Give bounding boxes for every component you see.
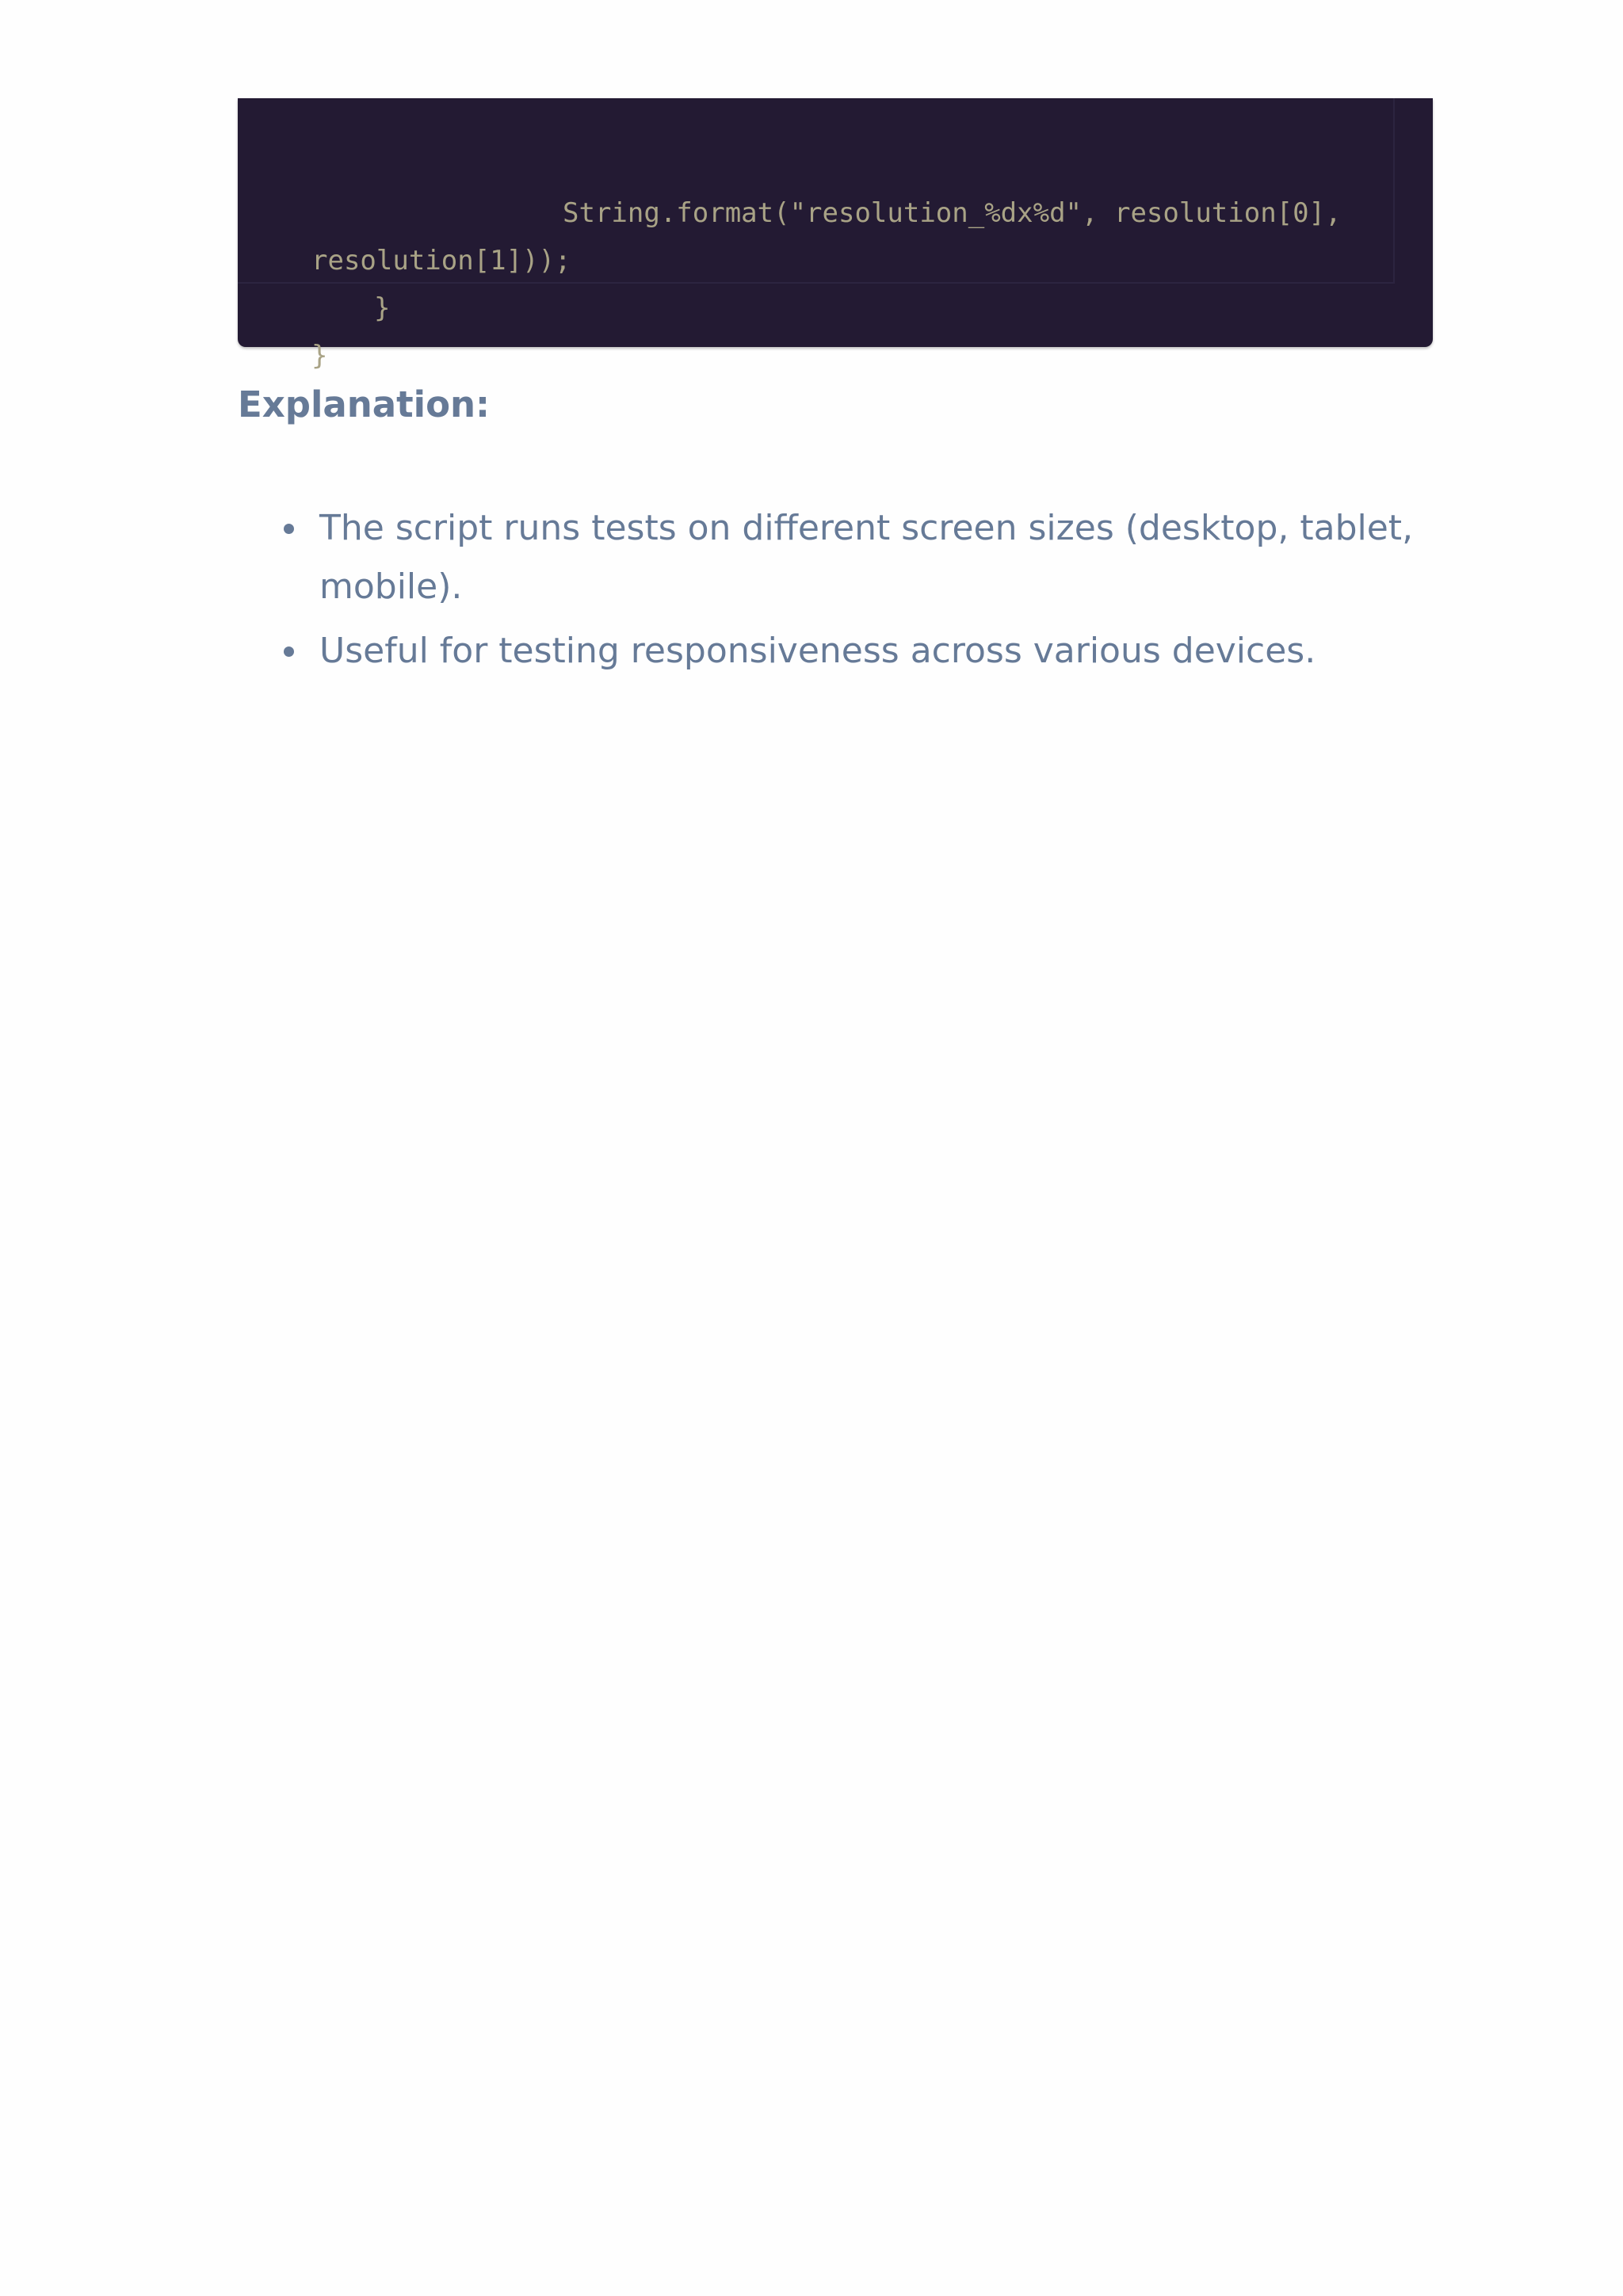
code-line: } — [374, 292, 391, 324]
list-item-text: Useful for testing responsiveness across various devices. — [319, 631, 1316, 671]
code-content — [238, 98, 1395, 372]
code-line: } — [311, 340, 328, 372]
code-line: resolution[1])); — [311, 245, 571, 277]
bullet-icon — [284, 646, 294, 657]
explanation-heading: Explanation: — [238, 383, 491, 425]
list-item-text: The script runs tests on different screen sizes (desktop, tablet, mobile). — [319, 508, 1414, 607]
bullet-icon — [284, 524, 294, 534]
code-block — [238, 98, 1433, 372]
code-line: String.format("resolution_%dx%d", resolution[0], — [563, 197, 1342, 229]
